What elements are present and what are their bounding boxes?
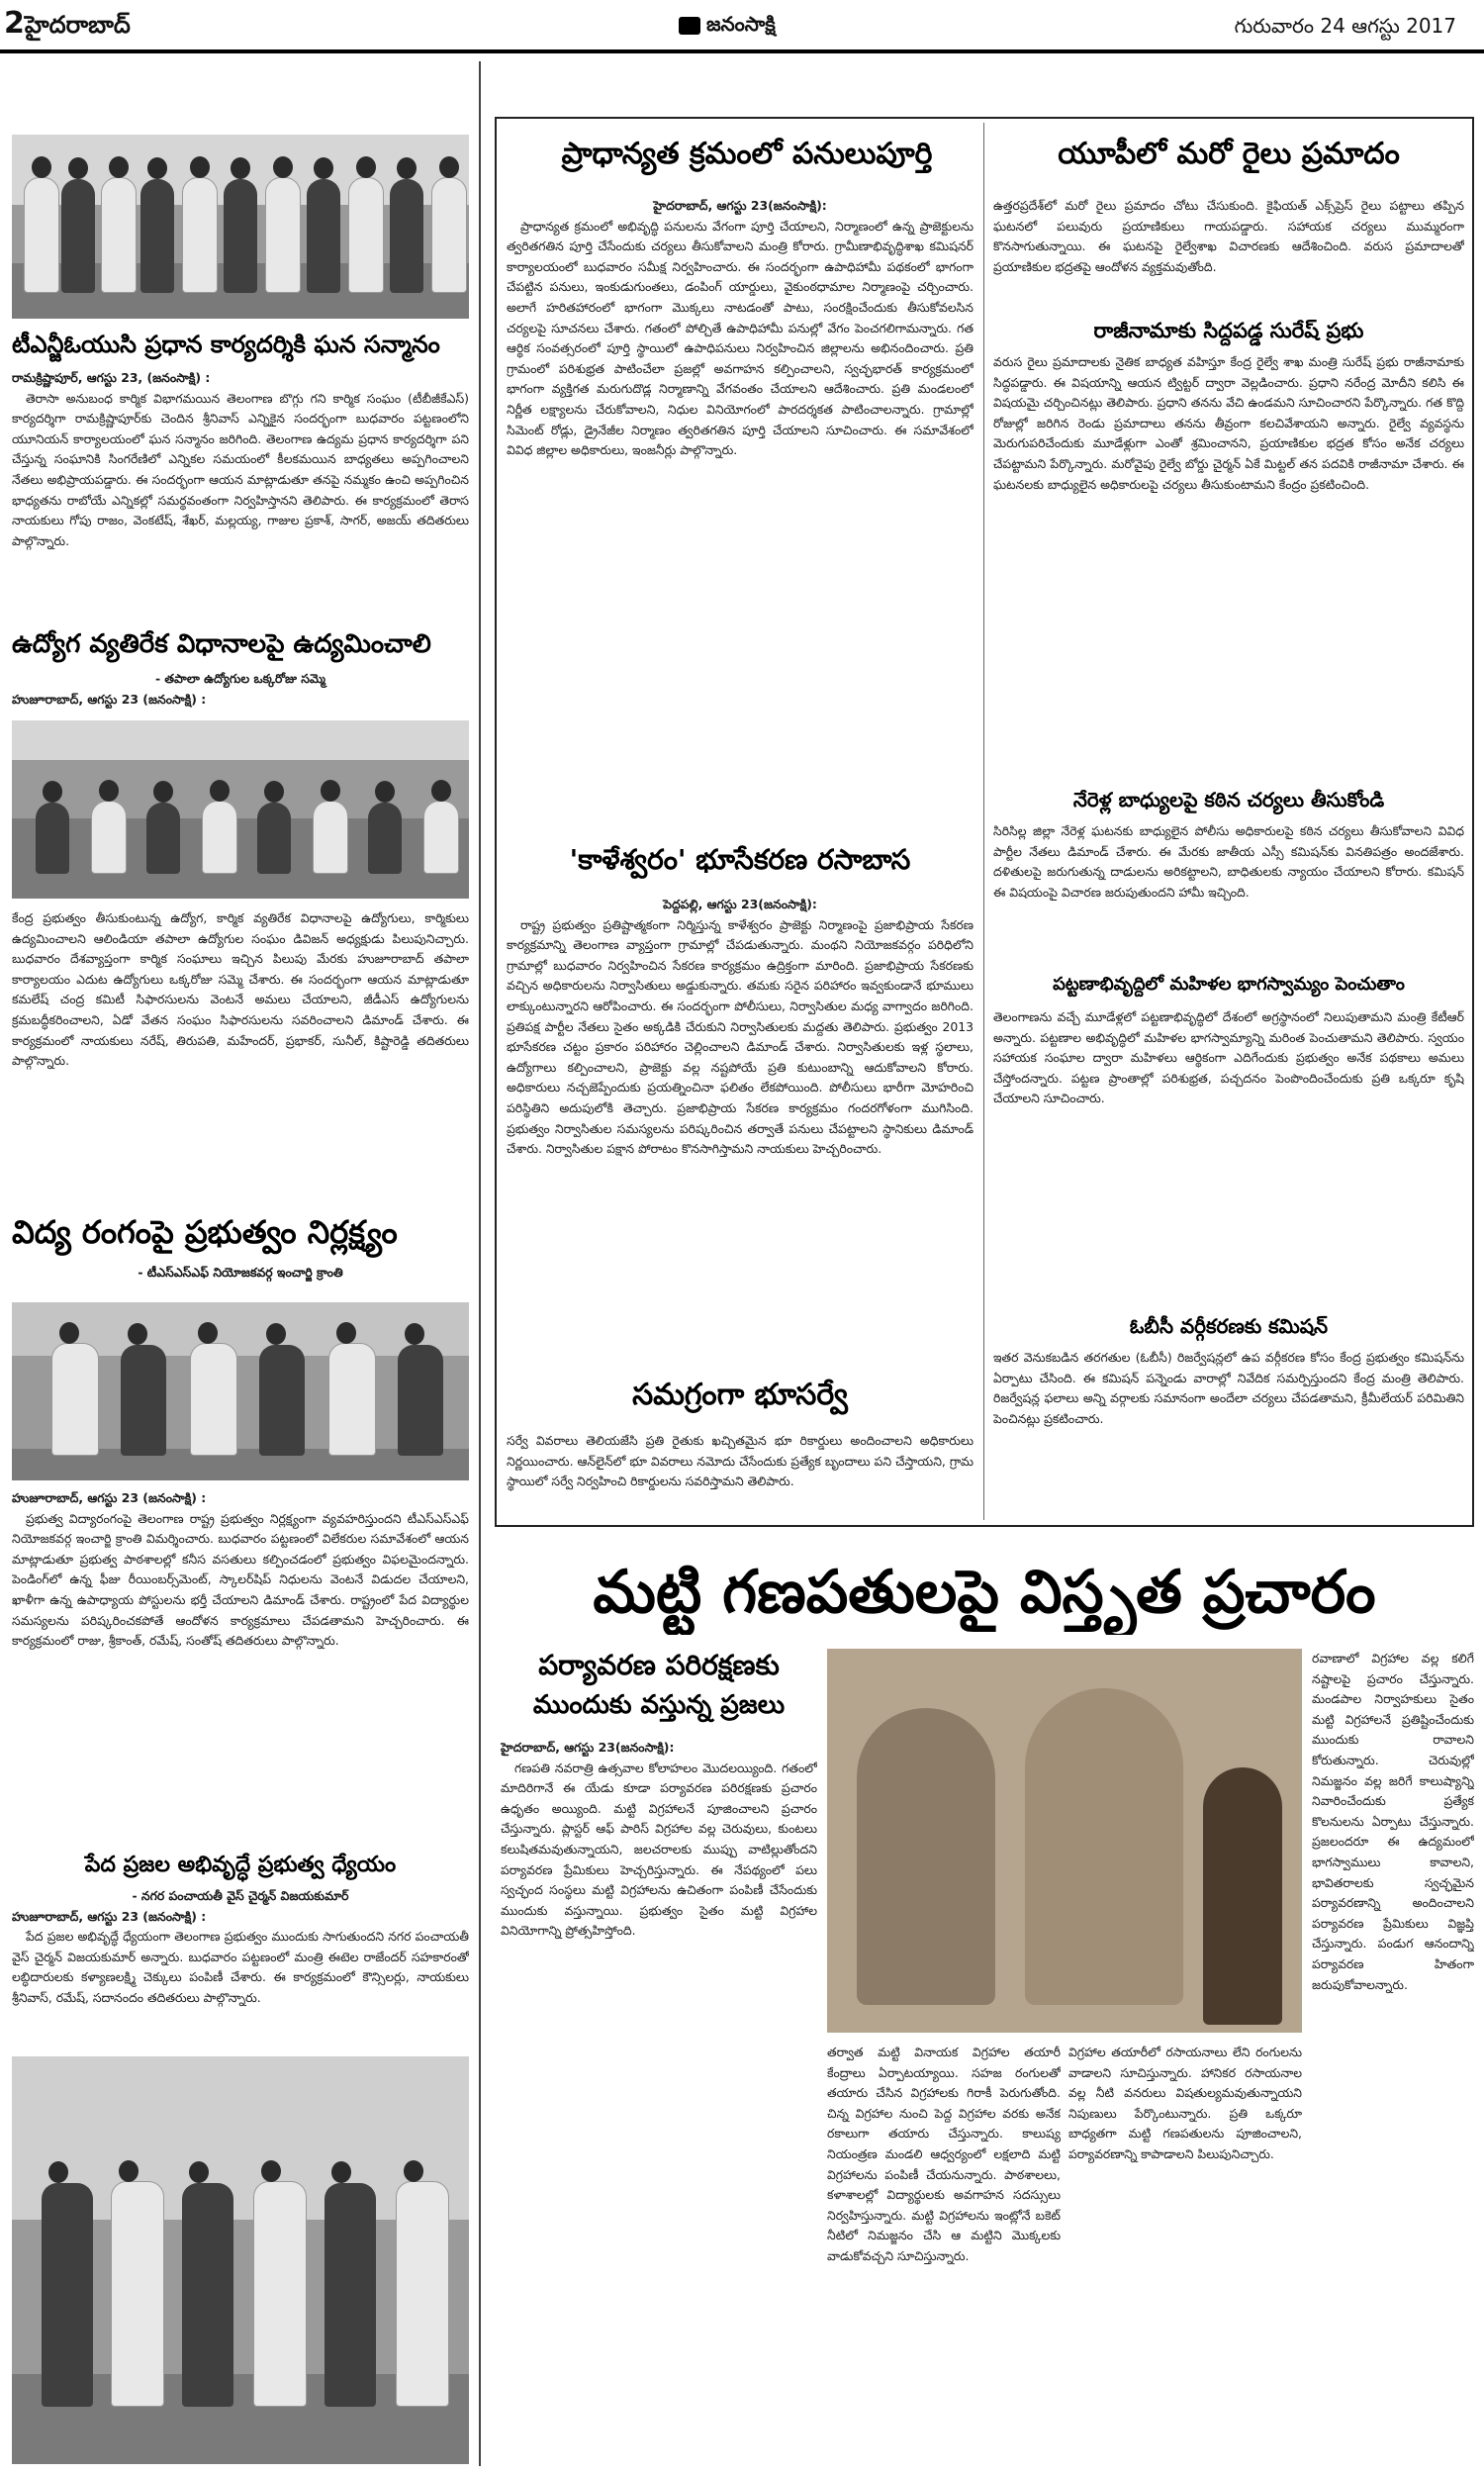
center-story-headline: ప్రాధాన్యత క్రమంలో పనులుపూర్తి [561,137,933,171]
ganapati-col4: రవాణాలో విగ్రహాల వల్ల కలిగే నష్టాలపై ప్రచారం చేస్తున్నారు. మండపాల నిర్వాహకులు సైతం మట్టి విగ్రహాలనే ప్రతిష్టించేందుకు ముందుకు రావాలని కోరుతున్నారు. చెరువుల్లో నిమజ్జనం వల్ల జరిగే కాలుష్యాన్ని నివారించేందుకు ప్రత్యేక కొలనులను ఏర్పాటు చేస్తున్నారు. ప్రజలందరూ ఈ ఉద్యమంలో భాగస్వాములు కావాలని, భావితరాలకు స్వచ్ఛమైన పర్యావరణాన్ని అందించాలని పర్యావరణ ప్రేమికులు విజ్ఞప్తి చేస్తున్నారు. పండుగ ఆనందాన్ని పర్యావరణ హితంగా జరుపుకోవాలన్నారు. [1312,1651,1474,1992]
top-column-divider [983,123,984,1520]
masthead-rule [0,49,1484,53]
masthead [0,0,1484,57]
left-story3-body [12,1488,469,1841]
obc-body: ఇతర వెనుకబడిన తరగతుల (ఓబీసీ) రిజర్వేషన్లలో ఉప వర్గీకరణ కోసం కేంద్ర ప్రభుత్వం కమిషన్‌ను ఏర్పాటు చేసింది. ఈ కమిషన్ పన్నెండు వారాల్లో నివేదిక సమర్పిస్తుందని కేంద్ర మంత్రి తెలిపారు. రిజర్వేషన్ల ఫలాలు అన్ని వర్గాలకు సమానంగా అందేలా చర్యలు చేపడతామని, క్రీమీలేయర్ పరిమితిని పెంచినట్లు ప్రకటించారు. [993,1350,1464,1426]
ganesha-idol-left [857,1708,995,2005]
left-story2-dateline: హుజూరాబాద్, ఆగస్టు 23 (జనంసాక్షి) : [12,691,207,707]
nerella-body: సిరిసిల్ల జిల్లా నేరెళ్ల ఘటనకు బాధ్యులైన పోలీసు అధికారులపై కఠిన చర్యలు తీసుకోవాలని వివిధ పార్టీల నేతలు డిమాండ్ చేశారు. ఈ మేరకు జాతీయ ఎస్సీ కమిషన్‌కు వినతిపత్రం అందజేశారు. దళితులపై జరుగుతున్న దాడులను అరికట్టాలని, బాధితులకు న్యాయం చేయాలని కోరారు. కమిషన్ ఈ విషయంపై విచారణ జరుపుతుందని హామీ ఇచ్చింది. [993,823,1464,900]
center-story-body [507,196,974,831]
left-photo-4 [12,2056,469,2464]
resign-body: వరుస రైలు ప్రమాదాలకు నైతిక బాధ్యత వహిస్తూ కేంద్ర రైల్వే శాఖ మంత్రి సురేష్ ప్రభు రాజీనామాకు సిద్ధపడ్డారు. ఈ విషయాన్ని ఆయన ట్విట్టర్ ద్వారా వెల్లడించారు. ప్రధాని నరేంద్ర మోదీని కలిసి ఈ విషయమై చర్చించినట్లు తెలిపారు. ప్రధాని తనను వేచి ఉండమని సూచించారని పేర్కొన్నారు. గత కొద్ది రోజుల్లో జరిగిన రెండు ప్రమాదాలు తనను తీవ్రంగా కలచివేశాయని అన్నారు. రైల్వే వ్యవస్థను మెరుగుపరిచేందుకు మూడేళ్లుగా ఎంతో శ్రమించానని, ప్రయాణికుల భద్రత కోసం అనేక చర్యలు చేపట్టామని పేర్కొన్నారు. మరోవైపు రైల్వే బోర్డు చైర్మన్ ఏకే మిట్టల్ తన పదవికి రాజీనామా చేశారు. ఈ ఘటనలకు బాధ్యులైన అధికారులపై చర్యలు తీసుకుంటామని కేంద్రం ప్రకటించింది. [993,354,1464,492]
samagram-headline: సమగ్రంగా భూసర్వే [632,1378,848,1412]
logo-icon [679,17,700,35]
left-column-divider [479,61,481,2466]
ganapati-col1-text: గణపతి నవరాత్రి ఉత్సవాల కోలాహలం మొదలయ్యింది. గతంలో మాదిరిగానే ఈ యేడు కూడా పర్యావరణ పరిరక్షణకు ప్రచారం ఉధృతం అయ్యింది. మట్టి విగ్రహాలనే పూజించాలని ప్రచారం చేస్తున్నారు. ప్లాస్టర్ ఆఫ్ పారిస్ విగ్రహాల వల్ల చెరువులు, కుంటలు కలుషితమవుతున్నాయని, జలచరాలకు ముప్పు వాటిల్లుతోందని పర్యావరణ ప్రేమికులు హెచ్చరిస్తున్నారు. ఈ నేపథ్యంలో పలు స్వచ్ఛంద సంస్థలు మట్టి విగ్రహాలను ఉచితంగా పంపిణీ చేసేందుకు ముందుకు వస్తున్నాయి. ప్రభుత్వం సైతం మట్టి విగ్రహాల వినియోగాన్ని ప్రోత్సహిస్తోంది. [501,1760,817,1939]
ganapati-big-headline: మట్టి గణపతులపై విస్తృత ప్రచారం [593,1558,1376,1627]
left-photo-2 [12,720,469,899]
ganapati-col2: తర్వాత మట్టి వినాయక విగ్రహాల తయారీ కేంద్రాలు ఏర్పాటయ్యాయి. సహజ రంగులతో తయారు చేసిన విగ్రహాలకు గిరాకీ పెరుగుతోంది. చిన్న విగ్రహాల నుంచి పెద్ద విగ్రహాల వరకు అనేక రకాలుగా తయారు చేస్తున్నారు. కాలుష్య నియంత్రణ మండలి ఆధ్వర్యంలో లక్షలాది మట్టి విగ్రహాలను పంపిణీ చేయనున్నారు. పాఠశాలలు, కళాశాలల్లో విద్యార్థులకు అవగాహన సదస్సులు నిర్వహిస్తున్నారు. మట్టి విగ్రహాలను ఇంట్లోనే బకెట్ నీటిలో నిమజ్జనం చేసి ఆ మట్టిని మొక్కలకు వాడుకోవచ్చని సూచిస్తున్నారు. [827,2045,1061,2263]
up-body: ఉత్తరప్రదేశ్‌లో మరో రైలు ప్రమాదం చోటు చేసుకుంది. కైఫియత్ ఎక్స్‌ప్రెస్ రైలు పట్టాలు తప్పిన ఘటనలో పలువురు ప్రయాణికులు గాయపడ్డారు. సహాయక చర్యలు ముమ్మరంగా కొనసాగుతున్నాయి. ఈ ఘటనపై రైల్వేశాఖ విచారణకు ఆదేశించింది. వరుస ప్రమాదాలతో ప్రయాణికుల భద్రతపై ఆందోళన వ్యక్తమవుతోంది. [993,198,1464,274]
samagram-body: సర్వే వివరాలు తెలియజేసి ప్రతి రైతుకు ఖచ్చితమైన భూ రికార్డులు అందించాలని అధికారులు నిర్ణయించారు. ఆన్‌లైన్‌లో భూ వివరాలు నమోదు చేసేందుకు ప్రత్యేక బృందాలు పని చేస్తాయని, గ్రామ స్థాయిలో సర్వే నిర్వహించి రికార్డులను సవరిస్తామని తెలిపారు. [507,1433,974,1489]
left-story1-text: తెరాసా అనుబంధ కార్మిక విభాగమయిన తెలంగాణ బొగ్గు గని కార్మిక సంఘం (టీబీజీకేఎస్) కార్యదర్శిగా రామక్రిష్ణాపూర్‌కు చెందిన శ్రీనివాస్ ఎన్నికైన సందర్భంగా బుధవారం పట్టణంలోని యూనియన్ కార్యాలయంలో ఘన సన్మానం జరిగింది. తెలంగాణ ఉద్యమ ప్రధాన కార్యదర్శిగా పని చేస్తున్న సంఘానికి సింగరేణిలో ఎన్నికల సమయంలో కీలకమయిన బాధ్యతలు అప్పగించాలని నేతలు అభిప్రాయపడ్డారు. ఈ సందర్భంగా ఆయన మాట్లాడుతూ తనపై నమ్మకం ఉంచి అప్పగించిన భాధ్యతను రాబోయే ఎన్నికల్లో సమర్థవంతంగా నిర్వహిస్తానని తెలిపారు. ఈ కార్యక్రమంలో తెరాస నాయకులు గోపు రాజం, వెంకటేష్, శేఖర్, మల్లయ్య, గాజుల ప్రకాశ్, సాగర్, అజయ్ తదితరులు పాల్గొన్నారు. [12,390,469,548]
logo [679,12,776,42]
up-headline: యూపీలో మరో రైలు ప్రమాదం [1058,137,1400,171]
obc-headline: ఓబీసీ వర్గీకరణకు కమిషన్ [1129,1314,1329,1338]
left-story1-dateline: రామక్రిష్ణాపూర్, ఆగస్టు 23, (జనంసాక్షి) : [12,370,211,385]
center-story-text: ప్రాధాన్యత క్రమంలో అభివృద్ధి పనులను వేగంగా పూర్తి చేయాలని, నిర్మాణంలో ఉన్న ప్రాజెక్టులను త్వరితగతిన పూర్తి చేసేందుకు చర్యలు తీసుకోవాలని మంత్రి కోరారు. గ్రామీణాభివృద్ధిశాఖ కమిషనర్ కార్యాలయంలో బుధవారం సమీక్ష నిర్వహించారు. ఈ సందర్భంగా ఉపాధిహామీ పథకంలో భాగంగా చేపట్టిన పనులు, ఇంకుడుగుంతలు, డంపింగ్ యార్డులు, వైకుంఠధామాల నిర్మాణంపై చర్చించారు. అలాగే హరితహారంలో భాగంగా మొక్కలు నాటడంతో పాటు, సంరక్షించేందుకు తీసుకోవలసిన చర్యలపై సూచనలు చేశారు. గతంలో పోల్చితే ఉపాధిహామీ పనుల్లో వేగం పెంచగలిగామన్నారు. గత ఆర్థిక సంవత్సరంలో పూర్తి స్థాయిలో ఉపాధిపనులు నిర్వహించిన జిల్లాలను అభినందించారు. ప్రతి గ్రామంలో పరిశుభ్రత పాటించేలా ప్రజల్లో అవగాహన కల్పించాలని, స్వచ్ఛభారత్ కార్యక్రమంలో భాగంగా వ్యక్తిగత మరుగుదొడ్ల నిర్మాణాన్ని వేగవంతం చేయాలని ఆదేశించారు. ప్రతి మండలంలో నిర్ణీత లక్ష్యాలను చేరుకోవాలని, నిధుల వినియోగంలో పారదర్శకత పాటించాలన్నారు. గ్రామాల్లో సిమెంట్ రోడ్లు, డ్రైనేజీల నిర్మాణం త్వరితగతిన పూర్తి చేయాలని సూచించారు. ఈ సమావేశంలో వివిధ జిల్లాల అధికారులు, ఇంజనీర్లు పాల్గొన్నారు. [507,218,974,458]
left-story4-dateline: హుజూరాబాద్, ఆగస్టు 23 (జనంసాక్షి) : [12,1908,207,1924]
artisan-figure [1203,1767,1282,2025]
left-story2-subhead: - తపాలా ఉద్యోగుల ఒక్కరోజు సమ్మె [154,671,326,686]
ganapati-deck-1: పర్యావరణ పరిరక్షణకు [538,1649,780,1681]
left-story1-headline: టీఎన్జీఓయుసి ప్రధాన కార్యదర్శికి ఘన సన్మానం [12,331,440,358]
kaleshwaram-headline: 'కాళేశ్వరం' భూసేకరణ రసాబాస [569,843,911,876]
ganapati-col1 [501,1738,817,2465]
kaleshwaram-body [507,895,974,1366]
page-number-city [4,6,131,46]
date-line: గురువారం 24 ఆగస్టు 2017 [1234,14,1456,38]
ganesha-idol-center [1025,1688,1183,2005]
left-story3-dateline: హుజూరాబాద్, ఆగస్టు 23 (జనంసాక్షి) : [12,1490,207,1505]
logo-text: జనంసాక్షి [706,12,776,36]
kaleshwaram-dateline: పెద్దపల్లి, ఆగస్టు 23(జనంసాక్షి): [663,897,817,911]
left-story4-text: పేద ప్రజల అభివృద్ధే ధ్యేయంగా తెలంగాణ ప్రభుత్వం ముందుకు సాగుతుందని నగర పంచాయతీ వైస్ చైర్మన్ విజయకుమార్ అన్నారు. బుధవారం పట్టణంలో మంత్రి ఈటెల రాజేందర్ సహకారంతో లబ్ధిదారులకు కళ్యాణలక్ష్మి చెక్కులు పంపిణీ చేశారు. ఈ కార్యక్రమంలో కౌన్సిలర్లు, నాయకులు శ్రీనివాస్, రమేష్, సదానందం తదితరులు పాల్గొన్నారు. [12,1929,469,2005]
left-photo-1 [12,135,469,319]
left-story2-headline: ఉద్యోగ వ్యతిరేక విధానాలపై ఉద్యమించాలి [12,629,431,659]
left-story4-body [12,1886,469,2025]
ganapati-photo [827,1649,1302,2033]
nerella-headline: నేరెళ్ల బాధ్యులపై కఠిన చర్యలు తీసుకోండి [1072,788,1385,811]
resign-headline: రాజీనామాకు సిద్దపడ్డ సురేష్ ప్రభు [1093,319,1364,342]
center-story-dateline: హైదరాబాద్, ఆగస్టు 23(జనంసాక్షి): [653,198,827,213]
left-story1-body [12,368,469,620]
left-photo-3 [12,1302,469,1480]
left-story2-sub [12,669,469,713]
ganapati-deck-2: ముందుకు వస్తున్న ప్రజలు [532,1690,786,1720]
left-story4-subhead: - నగర పంచాయతీ వైస్ చైర్మన్ విజయకుమార్ [132,1888,349,1903]
ganapati-col3: విగ్రహాల తయారీలో రసాయనాలు లేని రంగులను వాడాలని సూచిస్తున్నారు. హానికర రసాయనాల వల్ల నీటి వనరులు విషతుల్యమవుతున్నాయని నిపుణులు పేర్కొంటున్నారు. ప్రతి ఒక్కరూ బాధ్యతగా మట్టి గణపతులను పూజించాలని, పర్యావరణాన్ని కాపాడాలని పిలుపునిచ్చారు. [1068,2045,1302,2161]
left-story3-sub: - టీఎస్ఎస్‌ఎఫ్ నియోజకవర్గ ఇంచార్జి క్రాంతి [138,1265,343,1280]
page-number: 2 [4,6,25,41]
city-name: హైదరాబాద్ [24,11,131,39]
kaleshwaram-text: రాష్ట్ర ప్రభుత్వం ప్రతిష్టాత్మకంగా నిర్మిస్తున్న కాళేశ్వరం ప్రాజెక్టు నిర్మాణంపై ప్రజాభిప్రాయ సేకరణ కార్యక్రమాన్ని తెలంగాణ వ్యాప్తంగా గ్రామాల్లో చేపడుతున్నారు. మంథని నియోజకవర్గం పరిధిలోని గ్రామాల్లో బుధవారం నిర్వహించిన సేకరణ కార్యక్రమం ఉద్రిక్తంగా మారింది. ప్రజాభిప్రాయ సేకరణకు వచ్చిన అధికారులను నిర్వాసితులు అడ్డుకున్నారు. తమకు సరైన పరిహారం ఇవ్వకుండానే భూములు లాక్కుంటున్నారని ఆరోపించారు. ఈ సందర్భంగా పోలీసులు, నిర్వాసితుల మధ్య వాగ్వాదం జరిగింది. ప్రతిపక్ష పార్టీల నేతలు సైతం అక్కడికి చేరుకుని నిర్వాసితులకు మద్దతు తెలిపారు. ప్రభుత్వం 2013 భూసేకరణ చట్టం ప్రకారం పరిహారం చెల్లించాలని డిమాండ్ చేశారు. నిర్వాసితులకు ఇళ్ల స్థలాలు, ఉద్యోగాలు కల్పించాలని, ప్రాజెక్టు వల్ల నష్టపోయే ప్రతి కుటుంబాన్ని ఆదుకోవాలని కోరారు. అధికారులు నచ్చజెప్పేందుకు ప్రయత్నించినా ఫలితం లేకపోయింది. పోలీసులు భారీగా మోహరించి పరిస్థితిని అదుపులోకి తెచ్చారు. ప్రజాభిప్రాయ సేకరణ కార్యక్రమం గందరగోళంగా ముగిసింది. ప్రభుత్వం నిర్వాసితుల సమస్యలను పరిష్కరించిన తర్వాతే పనులు చేపట్టాలని స్థానికులు డిమాండ్ చేశారు. నిర్వాసితుల పక్షాన పోరాటం కొనసాగిస్తామని నాయకులు హెచ్చరించారు. [507,916,974,1157]
left-story3-headline: విద్య రంగంపై ప్రభుత్వం నిర్లక్ష్యం [12,1213,398,1251]
ganapati-dateline: హైదరాబాద్, ఆగస్టు 23(జనంసాక్షి): [501,1740,675,1755]
women-headline: పట్టణాభివృద్దిలో మహిళల భాగస్వామ్యం పెంచుతాం [1053,974,1405,995]
left-story2-body: కేంద్ర ప్రభుత్వం తీసుకుంటున్న ఉద్యోగ, కార్మిక వ్యతిరేక విధానాలపై ఉద్యోగులు, కార్మికులు ఉద్యమించాలని ఆలిండియా తపాలా ఉద్యోగుల సంఘం డివిజన్ అధ్యక్షుడు పిలుపునిచ్చారు. బుధవారం దేశవ్యాప్తంగా కార్మిక సంఘాలు ఇచ్చిన పిలుపు మేరకు హుజూరాబాద్ తపాలా కార్యాలయం ఎదుట ఉద్యోగులు ఒక్కరోజు సమ్మె చేశారు. ఈ సందర్భంగా ఆయన మాట్లాడుతూ కమలేష్ చంద్ర కమిటీ సిఫారసులను వెంటనే అమలు చేయాలని, జీడీఎస్ ఉద్యోగులను క్రమబద్ధీకరించాలని, ఏడో వేతన సంఘం సిఫారసులను సవరించాలని డిమాండ్ చేశారు. ఈ కార్యక్రమంలో నాయకులు నరేష్, తిరుపతి, మహేందర్, ప్రభాకర్, సునీల్, కిష్టారెడ్డి తదితరులు పాల్గొన్నారు. [12,910,469,1069]
women-body: తెలంగాణను వచ్చే మూడేళ్లలో పట్టణాభివృద్ధిలో దేశంలో అగ్రస్థానంలో నిలుపుతామని మంత్రి కేటీఆర్ అన్నారు. పట్టణాల అభివృద్ధిలో మహిళల భాగస్వామ్యాన్ని మరింత పెంచుతామని తెలిపారు. స్వయం సహాయక సంఘాల ద్వారా మహిళలు ఆర్థికంగా ఎదిగేందుకు ప్రభుత్వం అనేక పథకాలు అమలు చేస్తోందన్నారు. పట్టణ ప్రాంతాల్లో పరిశుభ్రత, పచ్చదనం పెంపొందించేందుకు ప్రతి ఒక్కరూ కృషి చేయాలని సూచించారు. [993,1009,1464,1106]
left-story4-headline: పేద ప్రజల అభివృద్ధే ప్రభుత్వ ధ్యేయం [84,1853,397,1877]
left-story3-text: ప్రభుత్వ విద్యారంగంపై తెలంగాణ రాష్ట్ర ప్రభుత్వం నిర్లక్ష్యంగా వ్యవహరిస్తుందని టీఎస్ఎస్‌ఎఫ్ నియోజకవర్గ ఇంచార్జి క్రాంతి విమర్శించారు. బుధవారం పట్టణంలో విలేకరుల సమావేశంలో ఆయన మాట్లాడుతూ ప్రభుత్వ పాఠశాలల్లో కనీస వసతులు కల్పించడంలో ప్రభుత్వం విఫలమైందన్నారు. పెండింగ్‌లో ఉన్న ఫీజు రీయింబర్స్‌మెంట్, స్కాలర్‌షిప్ నిధులను వెంటనే విడుదల చేయాలని, ఖాళీగా ఉన్న ఉపాధ్యాయ పోస్టులను భర్తీ చేయాలని డిమాండ్ చేశారు. రాష్ట్రంలో పేద విద్యార్థుల సమస్యలను పరిష్కరించకపోతే ఆందోళన కార్యక్రమాలు చేపడతామని హెచ్చరించారు. ఈ కార్యక్రమంలో రాజు, శ్రీకాంత్, రమేష్, సంతోష్ తదితరులు పాల్గొన్నారు. [12,1510,469,1649]
